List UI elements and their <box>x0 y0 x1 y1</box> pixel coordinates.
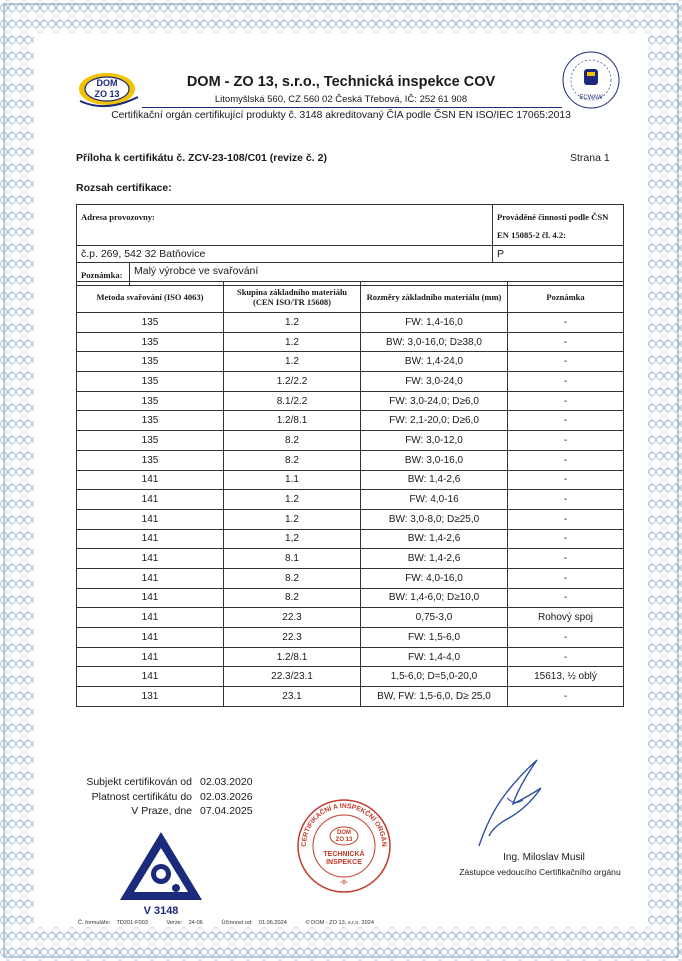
table-row <box>77 332 624 352</box>
stamp-lower-2: INSPEKCE <box>326 859 362 866</box>
cell-dimensions: BW: 3,0-16,0 <box>361 450 508 470</box>
stamp-ring-path: CERTIFIKAČNÍ A INSPEKČNÍ ORGÁN <box>300 802 388 847</box>
table-row <box>77 588 624 608</box>
cell-material-group: 8.2 <box>224 588 361 608</box>
table-row <box>77 372 624 392</box>
table-row <box>77 628 624 648</box>
address-value: č.p. 269, 542 32 Batňovice <box>77 246 493 263</box>
table-row <box>77 470 624 490</box>
page-number: Strana 1 <box>570 152 610 164</box>
cell-material-group: 8.2 <box>224 568 361 588</box>
cell-material-group: 22.3 <box>224 628 361 648</box>
cell-method: 135 <box>77 450 224 470</box>
cell-method: 135 <box>77 313 224 333</box>
cell-material-group: 1.2/8.1 <box>224 411 361 431</box>
cell-note: - <box>508 352 624 372</box>
cell-dimensions: BW, FW: 1,5-6,0, D≥ 25,0 <box>361 687 508 707</box>
cell-note: 15613, ½ oblý <box>508 667 624 687</box>
accreditation-logo <box>118 830 204 918</box>
cell-material-group: 8.2 <box>224 431 361 451</box>
cell-method: 135 <box>77 411 224 431</box>
cell-note: - <box>508 647 624 667</box>
cell-material-group: 1.2/2.2 <box>224 372 361 392</box>
table-row <box>77 667 624 687</box>
facility-info-table <box>76 204 624 286</box>
cell-material-group: 1.1 <box>224 470 361 490</box>
header-material-group: Skupina základního materiálu (CEN ISO/TR 15608) <box>224 282 361 313</box>
cell-material-group: 1,2 <box>224 529 361 549</box>
cell-note: - <box>508 490 624 510</box>
cell-method: 141 <box>77 667 224 687</box>
cell-note: - <box>508 549 624 569</box>
cell-dimensions: FW: 3,0-24,0 <box>361 372 508 392</box>
date-labels <box>74 775 192 819</box>
cell-note: - <box>508 391 624 411</box>
cell-dimensions: FW: 1,4-16,0 <box>361 313 508 333</box>
welding-scope-table <box>76 281 624 707</box>
address-label: Adresa provozovny: <box>81 212 155 222</box>
cell-note: - <box>508 588 624 608</box>
table-row <box>77 352 624 372</box>
handwritten-signature <box>449 756 569 850</box>
cell-dimensions: BW: 1,4-6,0; D≥10,0 <box>361 588 508 608</box>
cell-material-group: 22.3 <box>224 608 361 628</box>
cell-note: - <box>508 628 624 648</box>
cell-note: - <box>508 332 624 352</box>
cell-material-group: 8.1/2.2 <box>224 391 361 411</box>
cell-dimensions: 1,5-6,0; D=5,0-20,0 <box>361 667 508 687</box>
table-row <box>77 549 624 569</box>
table-row <box>77 450 624 470</box>
note-label: Poznámka: <box>81 270 123 280</box>
logo-text-2: ZO 13 <box>94 89 120 99</box>
cell-note: - <box>508 313 624 333</box>
document-page <box>34 34 648 927</box>
valid-until-value: 02.03.2026 <box>200 790 253 803</box>
cell-note: - <box>508 431 624 451</box>
cell-method: 141 <box>77 628 224 648</box>
cell-note: - <box>508 509 624 529</box>
table-row <box>77 313 624 333</box>
cell-dimensions: BW: 3,0-16,0; D≥38,0 <box>361 332 508 352</box>
cell-material-group: 23.1 <box>224 687 361 707</box>
table-row <box>77 687 624 707</box>
cell-method: 135 <box>77 332 224 352</box>
cell-dimensions: BW: 1,4-2,6 <box>361 470 508 490</box>
cell-note: - <box>508 568 624 588</box>
form-footer: Č. formuláře: TD201-F003 Verze: 24-06 Účinnost od: 01.06.2024 © DOM - ZO 13, s.r.o. 2024 <box>78 920 374 926</box>
table-row <box>77 608 624 628</box>
cell-dimensions: FW: 1,4-4,0 <box>361 647 508 667</box>
cell-method: 141 <box>77 647 224 667</box>
certified-from-value: 02.03.2020 <box>200 776 253 788</box>
header-divider <box>142 107 562 108</box>
place-date-label: V Praze, dne <box>131 805 192 817</box>
cell-method: 141 <box>77 568 224 588</box>
cell-method: 141 <box>77 588 224 608</box>
cell-material-group: 8.2 <box>224 450 361 470</box>
table-row <box>77 391 624 411</box>
table-row <box>77 529 624 549</box>
activities-label-cell <box>493 205 624 246</box>
cell-method: 131 <box>77 687 224 707</box>
cell-material-group: 8.1 <box>224 549 361 569</box>
cell-dimensions: 0,75-3,0 <box>361 608 508 628</box>
company-name: DOM - ZO 13, s.r.o., Technická inspekce COV <box>186 74 496 90</box>
cell-dimensions: FW: 4,0-16,0 <box>361 568 508 588</box>
cell-method: 141 <box>77 549 224 569</box>
cell-note: - <box>508 529 624 549</box>
stamp-center-2: ZO 13 <box>335 837 353 843</box>
cell-dimensions: FW: 3,0-24,0; D≥6,0 <box>361 391 508 411</box>
table-row <box>77 509 624 529</box>
certified-from-label: Subjekt certifikován od <box>86 776 192 788</box>
cell-dimensions: BW: 1,4-24,0 <box>361 352 508 372</box>
scope-title: Rozsah certifikace: <box>76 182 172 194</box>
stamp-lower-1: TECHNICKÁ <box>323 851 365 858</box>
cell-method: 141 <box>77 529 224 549</box>
table-row <box>77 411 624 431</box>
cell-dimensions: FW: 1,5-6,0 <box>361 628 508 648</box>
annex-title: Příloha k certifikátu č. ZCV-23-108/C01 (revize č. 2) <box>76 152 327 164</box>
header-method: Metoda svařování (ISO 4063) <box>77 282 224 313</box>
cell-material-group: 1.2 <box>224 490 361 510</box>
cell-material-group: 22.3/23.1 <box>224 667 361 687</box>
cell-dimensions: FW: 4,0-16 <box>361 490 508 510</box>
table-row <box>77 647 624 667</box>
official-stamp <box>296 798 392 894</box>
header-dimensions: Rozměry základního materiálu (mm) <box>361 282 508 313</box>
address-label-cell <box>77 205 493 246</box>
cell-note: - <box>508 687 624 707</box>
cell-material-group: 1.2 <box>224 332 361 352</box>
cell-method: 135 <box>77 431 224 451</box>
logo-text-1: DOM <box>96 78 118 88</box>
certification-line: Certifikační orgán certifikující produkty č. 3148 akreditovaný ČIA podle ČSN EN ISO/IEC 17065:2013 <box>111 110 571 121</box>
header-note: Poznámka <box>508 282 624 313</box>
place-date-value: 07.04.2025 <box>200 805 253 817</box>
cell-dimensions: BW: 1,4-2,6 <box>361 549 508 569</box>
cell-material-group: 1.2 <box>224 509 361 529</box>
cell-dimensions: BW: 3,0-8,0; D≥25,0 <box>361 509 508 529</box>
company-address: Litomyšlská 560, CZ 560 02 Česká Třebová, IČ: 252 61 908 <box>214 94 468 105</box>
cell-note: - <box>508 450 624 470</box>
cell-method: 141 <box>77 509 224 529</box>
cell-method: 141 <box>77 470 224 490</box>
table-row <box>77 568 624 588</box>
date-values <box>200 775 253 819</box>
cell-dimensions: FW: 3,0-12,0 <box>361 431 508 451</box>
cell-dimensions: FW: 2,1-20,0; D≥6,0 <box>361 411 508 431</box>
cell-method: 135 <box>77 391 224 411</box>
accreditation-number: V 3148 <box>143 905 179 917</box>
cell-material-group: 1.2/8.1 <box>224 647 361 667</box>
cell-material-group: 1.2 <box>224 352 361 372</box>
signer-role: Zástupce vedoucího Certifikačního orgánu <box>459 867 621 877</box>
valid-until-label: Platnost certifikátu do <box>91 790 192 803</box>
stamp-mark: -0- <box>340 880 348 886</box>
cell-dimensions: BW: 1,4-2,6 <box>361 529 508 549</box>
table-row <box>77 490 624 510</box>
cell-note: - <box>508 411 624 431</box>
stamp-center-1: DOM <box>337 830 351 836</box>
cell-note: - <box>508 470 624 490</box>
cell-note: - <box>508 372 624 392</box>
ecwaw-text: ECWAW <box>579 95 603 101</box>
activities-value: P <box>493 246 624 263</box>
note-value: Malý výrobce ve svařování <box>130 263 624 286</box>
signer-name: Ing. Miloslav Musil <box>503 852 585 863</box>
table-row <box>77 431 624 451</box>
cell-note: Rohový spoj <box>508 608 624 628</box>
ecwaw-logo <box>560 49 622 111</box>
cell-material-group: 1.2 <box>224 313 361 333</box>
cell-method: 141 <box>77 490 224 510</box>
cell-method: 135 <box>77 352 224 372</box>
activities-label: Prováděné činnosti podle ČSN EN 15085-2 čl. 4.2: <box>497 212 609 240</box>
cell-method: 135 <box>77 372 224 392</box>
cell-method: 141 <box>77 608 224 628</box>
